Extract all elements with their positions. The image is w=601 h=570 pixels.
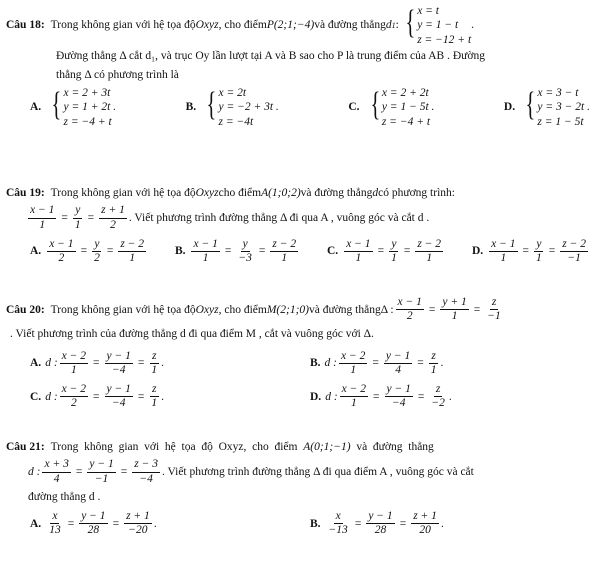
q20-line1: Câu 20: Trong không gian với hệ tọa độ Oxyz , cho điểm M(2;1;0) và đường thẳng Δ : $\frac{x - 1}{2}$ = $\frac{y + 1}{1}$ = $\frac{z}{-1}$ bbox=[6, 296, 501, 323]
option-row: z = −4t bbox=[218, 115, 254, 128]
q20-number: Câu 20: bbox=[6, 303, 45, 316]
frac-num: x − 2 bbox=[339, 350, 367, 364]
frac-den: 2 bbox=[110, 218, 116, 231]
frac-num: z − 2 bbox=[118, 238, 146, 252]
frac-num: z − 2 bbox=[560, 238, 588, 252]
option-row: y = 1 + 2t . bbox=[63, 101, 117, 114]
option-pre: d : bbox=[325, 390, 338, 403]
q21-line1 bbox=[6, 440, 594, 454]
question-19 bbox=[6, 186, 594, 265]
frac-den: −4 bbox=[111, 364, 126, 377]
frac-num: z − 2 bbox=[270, 238, 298, 252]
q18-oxyz: Oxyz bbox=[195, 19, 219, 32]
q19-option-d[interactable]: D. $\frac{x - 1}{1}$ = $\frac{y}{1}$ = $\frac{z - 2}{-1}$ bbox=[471, 237, 586, 265]
q20-oxyz: Oxyz bbox=[195, 303, 219, 316]
frac-num: y bbox=[241, 238, 250, 252]
option-label: C. bbox=[327, 245, 339, 258]
frac-den: 1 bbox=[500, 252, 507, 265]
frac-num: y − 1 bbox=[105, 350, 133, 364]
q19-text-c: và đường thẳng bbox=[300, 187, 373, 199]
frac-den: 1 bbox=[430, 364, 437, 377]
q20-option-a[interactable]: A. d : $\frac{x - 2}{1}$ = $\frac{y - 1}{-4}$ = $\frac{z}{1}$ . bbox=[30, 349, 165, 377]
frac-num: z bbox=[434, 383, 442, 397]
q18-options bbox=[30, 86, 590, 129]
q21-line2: d : $\frac{x + 3}{4}$ = $\frac{y - 1}{-1}$ = $\frac{z - 3}{-4}$ . Viết phương trình đường thẳng Δ đi qua điểm A , vuông góc và cắt bbox=[28, 458, 474, 485]
q21-option-b[interactable]: B. $\frac{x}{-13}$ = $\frac{y - 1}{28}$ = $\frac{z + 1}{20}$ . bbox=[310, 510, 444, 537]
frac-num: z + 1 bbox=[411, 510, 439, 524]
frac-num: z + 1 bbox=[99, 204, 127, 218]
q19-oxyz: Oxyz bbox=[195, 187, 219, 199]
option-row: x = 2 + 3t bbox=[63, 86, 111, 99]
frac-num: y − 1 bbox=[79, 510, 107, 524]
option-end: . bbox=[161, 390, 165, 403]
option-label: D. bbox=[471, 245, 484, 258]
q18-d1-colon: : bbox=[395, 19, 399, 32]
q19-line2: $\frac{x - 1}{1}$ = $\frac{y}{1}$ = $\frac{z + 1}{2}$ . Viết phương trình đường thẳng Δ đi qua A , vuông góc và cắt d . bbox=[30, 204, 430, 231]
frac-den: 2 bbox=[70, 397, 77, 410]
frac-den: 1 bbox=[355, 252, 362, 265]
q18-point: P(2;1;−4) bbox=[266, 19, 315, 32]
frac-den: −1 bbox=[567, 252, 581, 265]
option-label: D. bbox=[310, 390, 322, 403]
option-label: A. bbox=[30, 517, 42, 530]
frac-den: 2 bbox=[406, 310, 413, 323]
option-label: C. bbox=[348, 101, 360, 114]
q19-text-a: Trong không gian với hệ tọa độ bbox=[50, 187, 196, 199]
q20-option-c[interactable]: C. d : $\frac{x - 2}{2}$ = $\frac{y - 1}{-4}$ = $\frac{z}{1}$ . bbox=[30, 383, 165, 410]
frac-num: x − 1 bbox=[489, 238, 517, 252]
frac-num: y bbox=[92, 238, 101, 252]
frac-den: 1 bbox=[202, 252, 209, 265]
question-20 bbox=[6, 296, 594, 411]
option-label: A. bbox=[30, 245, 42, 258]
q21-d-pre: d : bbox=[28, 465, 41, 478]
q18-d1-sub: 1 bbox=[391, 20, 396, 30]
frac-den: −20 bbox=[128, 524, 148, 537]
frac-den: −3 bbox=[238, 252, 252, 265]
q18-d1-system: { x = t y = 1 − t z = −12 + t bbox=[405, 4, 472, 46]
frac-num: z + 1 bbox=[124, 510, 152, 524]
frac-num: x − 1 bbox=[344, 238, 372, 252]
frac-den: 1 bbox=[281, 252, 288, 265]
q18-option-c[interactable]: C. { x = 2 + 2t y = 1 − 5t . z = −4 + t bbox=[348, 85, 435, 128]
option-label: D. bbox=[503, 101, 516, 114]
q21-text-b: và đường thẳng bbox=[350, 441, 434, 453]
frac-num: x bbox=[334, 510, 343, 524]
q20-option-b[interactable]: B. d : $\frac{x - 2}{1}$ = $\frac{y - 1}{4}$ = $\frac{z}{1}$ . bbox=[310, 349, 444, 377]
q20-options-ab bbox=[30, 350, 590, 377]
q20-line2: . Viết phương trình của đường thẳng d đi qua điểm M , cắt và vuông góc với Δ. bbox=[10, 328, 374, 341]
frac-den: 1 bbox=[74, 218, 81, 231]
frac-den: 4 bbox=[53, 472, 60, 485]
frac-den: −4 bbox=[139, 472, 153, 485]
option-end: . bbox=[440, 357, 444, 370]
q18-line3: thẳng Δ có phương trình là bbox=[56, 68, 179, 81]
option-end: . bbox=[161, 357, 165, 370]
q20-point: M(2;1;0) bbox=[266, 303, 309, 316]
q19-text-d: có phương trình: bbox=[378, 187, 455, 199]
q19-line1 bbox=[6, 186, 594, 200]
frac-den: 20 bbox=[419, 524, 431, 537]
frac-den: 1 bbox=[451, 310, 458, 323]
frac-den: 1 bbox=[151, 364, 158, 377]
frac-num: z bbox=[429, 350, 437, 364]
option-row: x = 2 + 2t bbox=[381, 86, 429, 99]
frac-den: 1 bbox=[426, 252, 433, 265]
frac-num: x bbox=[50, 510, 59, 524]
q19-point: A(1;0;2) bbox=[261, 187, 301, 199]
option-row: y = −2 + 3t . bbox=[218, 101, 279, 114]
q20-delta: Δ : bbox=[380, 303, 394, 316]
frac-num: z bbox=[150, 350, 158, 364]
option-pre: d : bbox=[324, 357, 338, 370]
option-label: B. bbox=[310, 357, 321, 370]
frac-den: 1 bbox=[350, 364, 357, 377]
q18-option-b[interactable]: B. { x = 2t y = −2 + 3t . z = −4t bbox=[185, 85, 279, 128]
option-label: C. bbox=[30, 390, 42, 403]
frac-den: 13 bbox=[49, 524, 61, 537]
frac-den: 28 bbox=[374, 524, 387, 537]
frac-den: 1 bbox=[70, 364, 77, 377]
frac-num: z − 2 bbox=[415, 238, 443, 252]
frac-num: x − 1 bbox=[191, 238, 219, 252]
option-row: y = 1 − 5t . bbox=[381, 101, 435, 114]
q18-line1 bbox=[6, 4, 594, 47]
frac-den: 4 bbox=[395, 364, 401, 377]
option-row: x = 2t bbox=[218, 86, 247, 99]
frac-num: y − 1 bbox=[384, 350, 412, 364]
option-pre: d : bbox=[45, 357, 58, 370]
question-21 bbox=[6, 440, 594, 538]
frac-num: x − 1 bbox=[396, 296, 424, 310]
q18-text-c: và đường thẳng bbox=[314, 19, 386, 32]
q18-text-b: , cho điểm bbox=[218, 19, 267, 32]
question-18 bbox=[6, 4, 594, 129]
frac-num: z bbox=[150, 383, 158, 397]
q18-d1-row-x: x = t bbox=[417, 5, 439, 17]
option-label: B. bbox=[174, 245, 186, 258]
q18-text-a: Trong không gian với hệ tọa độ bbox=[50, 19, 196, 32]
frac-num: x − 1 bbox=[28, 204, 56, 218]
frac-den: 1 bbox=[129, 252, 136, 265]
frac-num: y bbox=[73, 204, 82, 218]
frac-den: 1 bbox=[350, 397, 357, 410]
q19-d: d bbox=[372, 187, 379, 199]
q19-text-line2: . Viết phương trình đường thẳng Δ đi qua A , vuông góc và cắt d . bbox=[128, 211, 430, 224]
q18-option-a[interactable]: A. { x = 2 + 3t y = 1 + 2t . z = −4 + t bbox=[30, 85, 117, 128]
frac-num: y − 1 bbox=[385, 383, 413, 397]
q19-option-c[interactable]: C. $\frac{x - 1}{1}$ = $\frac{y}{1}$ = $\frac{z - 2}{1}$ bbox=[327, 237, 442, 265]
frac-num: y + 1 bbox=[440, 296, 468, 310]
frac-num: x − 1 bbox=[47, 238, 75, 252]
q18-option-d[interactable]: D. { x = 3 − t y = 3 − 2t . z = 1 − 5t bbox=[503, 85, 590, 128]
frac-den: 2 bbox=[58, 252, 65, 265]
frac-den: 28 bbox=[87, 524, 100, 537]
option-row: x = 3 − t bbox=[537, 86, 579, 99]
option-label: A. bbox=[30, 357, 42, 370]
q18-d1-row-y: y = 1 − t bbox=[417, 19, 459, 32]
frac-num: x − 2 bbox=[60, 350, 88, 364]
option-label: A. bbox=[30, 101, 42, 114]
q20-options-cd bbox=[30, 383, 590, 410]
frac-den: 2 bbox=[94, 252, 100, 265]
option-row: z = −4 + t bbox=[63, 115, 112, 128]
frac-den: 1 bbox=[391, 252, 397, 265]
option-end: . bbox=[440, 517, 444, 530]
frac-num: y bbox=[534, 238, 543, 252]
option-row: z = −4 + t bbox=[381, 115, 431, 128]
frac-num: y bbox=[389, 238, 398, 252]
q20-text-b: , cho điểm bbox=[218, 303, 267, 316]
frac-den: −4 bbox=[111, 397, 126, 410]
q18-line2: Đường thẳng Δ cắt d₁, và trục Oy lần lượt tại A và B sao cho P là trung điểm của AB . Đường bbox=[56, 50, 485, 63]
q21-point: A(0;1;−1) bbox=[303, 441, 351, 453]
q21-text-a: Trong không gian với hệ tọa độ Oxyz, cho điểm bbox=[50, 441, 304, 453]
q18-d1-end: . bbox=[471, 19, 475, 32]
frac-num: y − 1 bbox=[87, 458, 115, 472]
frac-den: 1 bbox=[536, 252, 542, 265]
frac-num: x − 2 bbox=[340, 383, 368, 397]
q19-option-b[interactable]: B. $\frac{x - 1}{1}$ = $\frac{y}{-3}$ = $\frac{z - 2}{1}$ bbox=[174, 237, 297, 265]
frac-num: y − 1 bbox=[366, 510, 394, 524]
q21-number: Câu 21: bbox=[6, 441, 45, 453]
frac-num: z bbox=[490, 296, 498, 310]
q20-text-c: và đường thẳng bbox=[308, 303, 381, 316]
frac-den: −1 bbox=[94, 472, 109, 485]
q19-options bbox=[30, 238, 590, 265]
frac-num: y − 1 bbox=[105, 383, 133, 397]
q18-number: Câu 18: bbox=[6, 19, 45, 32]
q20-option-d[interactable]: D. d : $\frac{x - 2}{1}$ = $\frac{y - 1}{-4}$ = $\frac{z}{-2}$ . bbox=[310, 383, 452, 410]
frac-den: −1 bbox=[487, 310, 501, 323]
frac-den: −13 bbox=[328, 524, 348, 537]
frac-den: 1 bbox=[39, 218, 46, 231]
option-label: B. bbox=[185, 101, 197, 114]
frac-num: x − 2 bbox=[60, 383, 88, 397]
q21-line3: đường thẳng d . bbox=[28, 490, 101, 503]
q19-text-b: cho điểm bbox=[218, 187, 262, 199]
frac-den: −2 bbox=[431, 397, 445, 410]
frac-num: x + 3 bbox=[42, 458, 70, 472]
option-end: . bbox=[448, 390, 452, 403]
frac-den: −4 bbox=[391, 397, 406, 410]
q21-text-line2: . Viết phương trình đường thẳng Δ đi qua điểm A , vuông góc và cắt bbox=[161, 465, 474, 478]
frac-den: 1 bbox=[151, 397, 158, 410]
q19-number: Câu 19: bbox=[6, 187, 45, 199]
option-label: B. bbox=[310, 517, 321, 530]
frac-num: z − 3 bbox=[132, 458, 160, 472]
q21-options bbox=[30, 510, 590, 537]
q19-option-a[interactable]: A. $\frac{x - 1}{2}$ = $\frac{y}{2}$ = $\frac{z - 2}{1}$ bbox=[30, 237, 145, 265]
q18-d1-row-z: z = −12 + t bbox=[417, 33, 472, 46]
option-pre: d : bbox=[45, 390, 58, 403]
option-end: . bbox=[153, 517, 157, 530]
q21-option-a[interactable]: A. $\frac{x}{13}$ = $\frac{y - 1}{28}$ = $\frac{z + 1}{-20}$ . bbox=[30, 510, 157, 537]
option-row: z = 1 − 5t bbox=[537, 115, 584, 128]
option-row: y = 3 − 2t . bbox=[537, 101, 590, 114]
q18-d1-label: d bbox=[385, 19, 392, 32]
q20-text-a: Trong không gian với hệ tọa độ bbox=[50, 303, 196, 316]
